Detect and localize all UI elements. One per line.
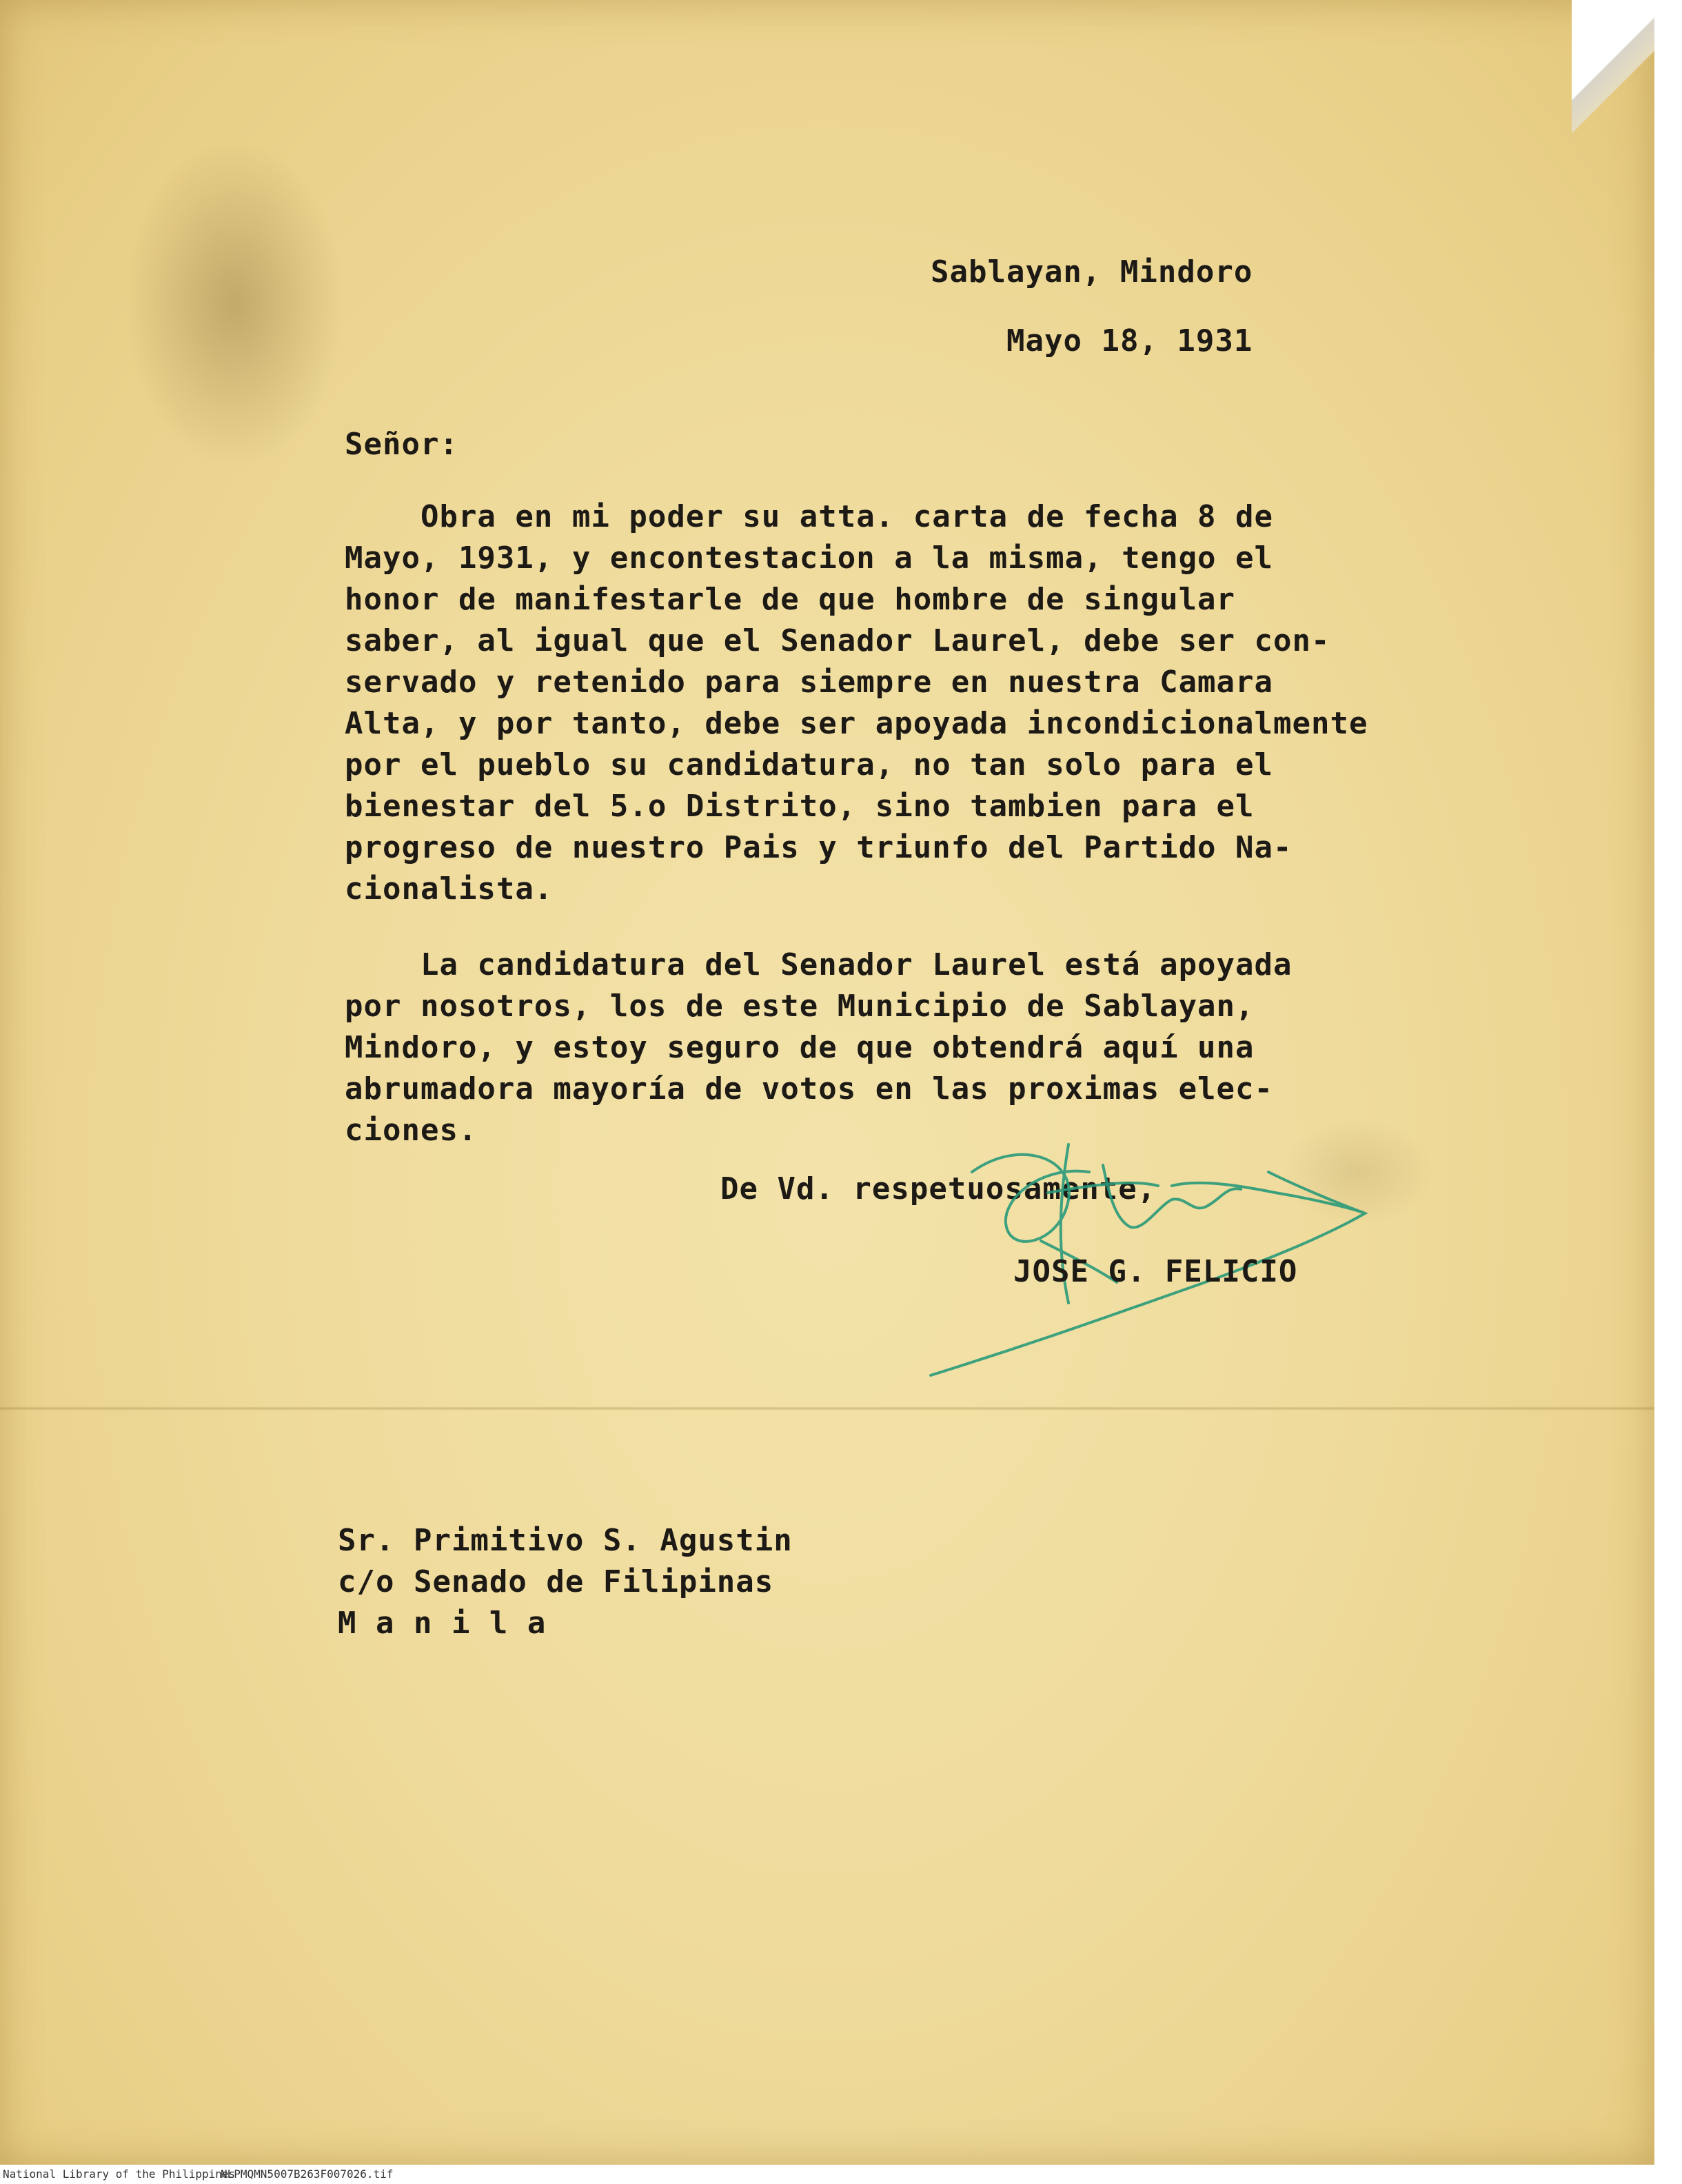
letter-closing: De Vd. respetuosamente, <box>720 1171 1157 1206</box>
footer-file-id: NLPMQMN5007B263F007026.tif <box>221 2167 394 2181</box>
paper-stain <box>124 138 345 469</box>
letter-salutation: Señor: <box>345 427 458 462</box>
paragraph-line: saber, al igual que el Senador Laurel, debe ser con- <box>345 623 1330 658</box>
paragraph-line: por nosotros, los de este Municipio de Sablayan, <box>345 989 1255 1024</box>
paragraph-line: cionalista. <box>345 871 554 907</box>
paragraph-line: Mayo, 1931, y encontestacion a la misma, tengo el <box>345 540 1274 576</box>
letter-place: Sablayan, Mindoro <box>931 254 1253 290</box>
scan-footer <box>0 2165 1682 2184</box>
paper-fold <box>0 1406 1654 1410</box>
paragraph-line: honor de manifestarle de que hombre de singular <box>345 582 1236 617</box>
addressee-line: c/o Senado de Filipinas <box>338 1564 774 1599</box>
paragraph-line: por el pueblo su candidatura, no tan solo para el <box>345 747 1274 782</box>
paragraph-line: progreso de nuestro Pais y triunfo del Partido Na- <box>345 830 1293 865</box>
handwritten-signature <box>910 1082 1392 1393</box>
paragraph-line: Obra en mi poder su atta. carta de fecha 8 de <box>345 499 1274 534</box>
paragraph-line: abrumadora mayoría de votos en las proximas elec- <box>345 1071 1274 1106</box>
paragraph-line: La candidatura del Senador Laurel está apoyada <box>345 947 1293 982</box>
paragraph-line: bienestar del 5.o Distrito, sino tambien para el <box>345 789 1255 824</box>
addressee-line: M a n i l a <box>338 1606 547 1641</box>
letter-date: Mayo 18, 1931 <box>1006 323 1253 358</box>
paragraph-line: ciones. <box>345 1113 478 1148</box>
paragraph-line: Mindoro, y estoy seguro de que obtendrá aquí una <box>345 1030 1255 1065</box>
paragraph-line: Alta, y por tanto, debe ser apoyada incondicionalmente <box>345 706 1368 741</box>
footer-library: National Library of the Philippines <box>3 2167 236 2181</box>
paragraph-line: servado y retenido para siempre en nuestra Camara <box>345 665 1274 700</box>
signer-name: JOSE G. FELICIO <box>1013 1254 1298 1289</box>
folded-corner <box>1572 0 1654 138</box>
addressee-line: Sr. Primitivo S. Agustin <box>338 1523 793 1558</box>
